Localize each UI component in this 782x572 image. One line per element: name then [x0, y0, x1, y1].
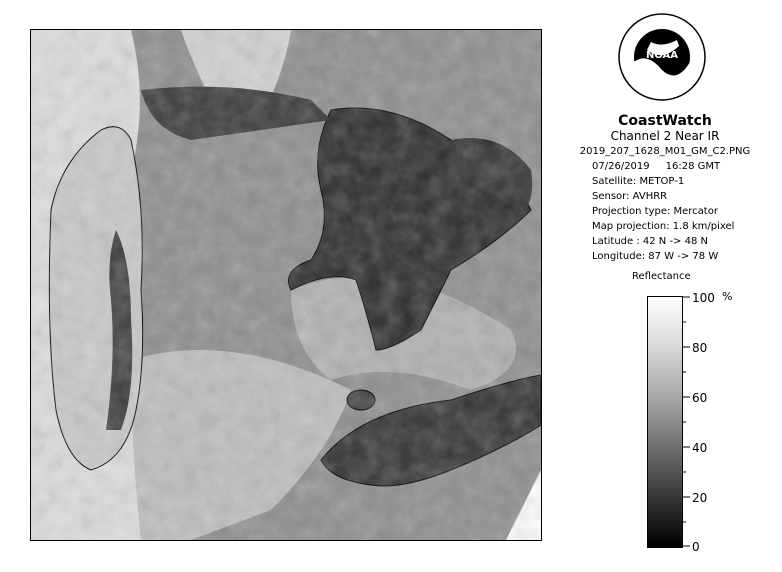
metadata-satellite: Satellite: METOP-1 — [592, 176, 685, 187]
metadata-sensor: Sensor: AVHRR — [592, 191, 668, 202]
brand-title: CoastWatch — [618, 113, 712, 129]
colorbar-tick-40: 40 — [692, 441, 708, 455]
colorbar — [647, 296, 683, 548]
colorbar-tick-0: 0 — [692, 540, 700, 554]
satellite-image — [30, 29, 542, 541]
channel-label: Channel 2 Near IR — [610, 129, 720, 143]
colorbar-unit: % — [722, 290, 733, 303]
map-svg — [31, 30, 541, 540]
colorbar-title: Reflectance — [632, 271, 691, 282]
colorbar-tick-20: 20 — [692, 491, 708, 505]
datetime-row — [592, 161, 720, 172]
date-label: 07/26/2019 — [592, 161, 650, 172]
filename-label: 2019_207_1628_M01_GM_C2.PNG — [579, 146, 751, 157]
colorbar-ticks — [682, 296, 692, 548]
metadata-map-projection: Map projection: 1.8 km/pixel — [592, 221, 735, 232]
metadata-latitude: Latitude : 42 N -> 48 N — [592, 236, 708, 247]
colorbar-tick-80: 80 — [692, 341, 708, 355]
svg-text:NOAA: NOAA — [645, 50, 679, 61]
colorbar-tick-100: 100 — [692, 291, 715, 305]
metadata-longitude: Longitude: 87 W -> 78 W — [592, 251, 719, 262]
colorbar-tick-60: 60 — [692, 391, 708, 405]
time-label: 16:28 GMT — [665, 161, 721, 172]
noaa-logo — [617, 12, 707, 102]
texture-overlay — [31, 30, 541, 540]
metadata-projection-type: Projection type: Mercator — [592, 206, 718, 217]
